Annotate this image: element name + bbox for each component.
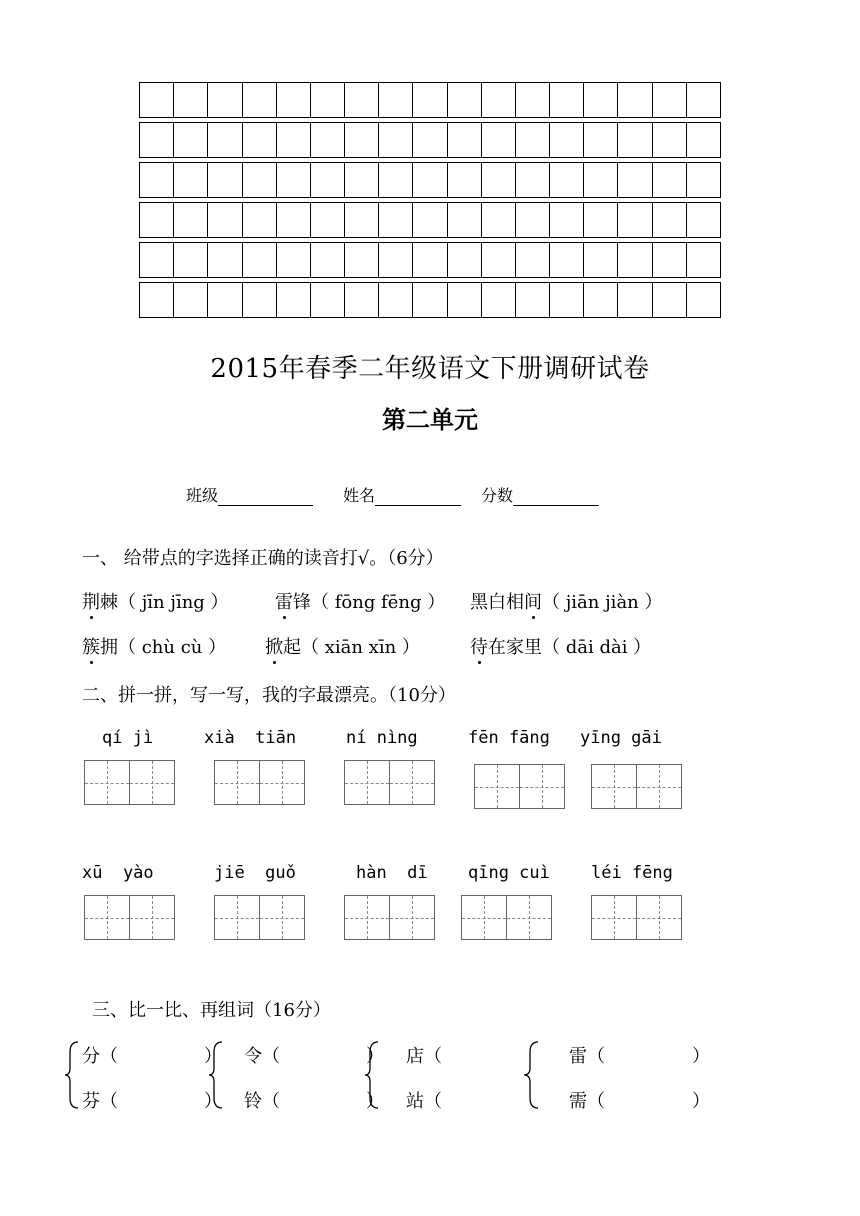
grid-cell[interactable] <box>174 243 208 277</box>
tianzige-box[interactable] <box>591 895 682 940</box>
tianzige-box[interactable] <box>214 895 305 940</box>
score-field <box>481 483 599 506</box>
left-brace-icon <box>518 1040 540 1110</box>
grid-row <box>139 162 721 198</box>
grid-cell[interactable] <box>448 283 482 317</box>
left-brace-icon <box>208 1040 224 1110</box>
grid-cell[interactable] <box>413 123 447 157</box>
compare-char: 令（ <box>244 1046 280 1067</box>
grid-cell[interactable] <box>687 83 720 117</box>
grid-cell[interactable] <box>618 283 652 317</box>
grid-cell[interactable] <box>277 243 311 277</box>
grid-cell[interactable] <box>345 83 379 117</box>
grid-cell[interactable] <box>311 83 345 117</box>
close-paren: ） <box>366 1091 384 1112</box>
section1-item: 荆棘（ jīn jīng ） <box>82 588 229 614</box>
grid-row <box>139 242 721 278</box>
pinyin-label: qí jì <box>102 728 154 748</box>
tianzige-box[interactable] <box>344 895 435 940</box>
grid-cell[interactable] <box>550 163 584 197</box>
pinyin-label: ní nìng <box>346 728 418 748</box>
grid-cell[interactable] <box>618 163 652 197</box>
grid-cell[interactable] <box>448 243 482 277</box>
pinyin-label: xū yào <box>82 863 154 883</box>
tianzige-box[interactable] <box>84 760 175 805</box>
grid-cell[interactable] <box>277 203 311 237</box>
grid-cell[interactable] <box>379 123 413 157</box>
dotted-char: 待 <box>470 633 488 659</box>
grid-cell[interactable] <box>379 83 413 117</box>
grid-cell[interactable] <box>140 163 174 197</box>
dotted-char: 间 <box>524 588 542 614</box>
grid-cell[interactable] <box>311 203 345 237</box>
grid-cell[interactable] <box>687 283 720 317</box>
grid-cell[interactable] <box>174 123 208 157</box>
grid-cell[interactable] <box>413 283 447 317</box>
grid-cell[interactable] <box>208 243 242 277</box>
grid-cell[interactable] <box>208 203 242 237</box>
grid-cell[interactable] <box>687 203 720 237</box>
grid-cell[interactable] <box>345 123 379 157</box>
grid-cell[interactable] <box>584 243 618 277</box>
left-brace-icon <box>364 1040 380 1110</box>
tianzige-box[interactable] <box>84 895 175 940</box>
grid-cell[interactable] <box>345 243 379 277</box>
name-field <box>343 483 461 506</box>
grid-cell[interactable] <box>653 163 687 197</box>
pinyin-label: yīng gāi <box>580 728 662 748</box>
compare-char: 铃（ <box>244 1091 280 1112</box>
grid-cell[interactable] <box>653 83 687 117</box>
grid-row <box>139 122 721 158</box>
grid-cell[interactable] <box>448 123 482 157</box>
grid-cell[interactable] <box>653 243 687 277</box>
grid-cell[interactable] <box>618 123 652 157</box>
grid-cell[interactable] <box>413 163 447 197</box>
section1-item: 掀起（ xiān xīn ） <box>265 633 420 659</box>
pinyin-label: hàn dī <box>356 863 428 883</box>
grid-cell[interactable] <box>277 163 311 197</box>
grid-cell[interactable] <box>174 203 208 237</box>
grid-cell[interactable] <box>413 203 447 237</box>
grid-cell[interactable] <box>516 243 550 277</box>
section2-heading: 二、拼一拼，写一写，我的字最漂亮。（10分） <box>82 685 456 706</box>
grid-cell[interactable] <box>174 83 208 117</box>
grid-cell[interactable] <box>140 83 174 117</box>
grid-cell[interactable] <box>448 163 482 197</box>
grid-cell[interactable] <box>277 83 311 117</box>
grid-cell[interactable] <box>516 163 550 197</box>
grid-cell[interactable] <box>653 123 687 157</box>
compare-char: 站（ <box>406 1091 442 1112</box>
compare-char: 分（ <box>82 1046 118 1067</box>
grid-cell[interactable] <box>653 203 687 237</box>
grid-cell[interactable] <box>140 283 174 317</box>
grid-cell[interactable] <box>379 203 413 237</box>
name-blank[interactable] <box>375 487 461 506</box>
grid-cell[interactable] <box>584 123 618 157</box>
grid-cell[interactable] <box>550 123 584 157</box>
grid-cell[interactable] <box>379 163 413 197</box>
grid-cell[interactable] <box>584 283 618 317</box>
close-paren: ） <box>692 1046 710 1067</box>
grid-cell[interactable] <box>208 283 242 317</box>
tianzige-box[interactable] <box>461 895 552 940</box>
pinyin-label: léi fēng <box>591 863 673 883</box>
pinyin-label: jiē guǒ <box>214 863 296 883</box>
close-paren: ） <box>204 1091 222 1112</box>
section1-item: 待在家里（ dāi dài ） <box>470 633 651 659</box>
grid-cell[interactable] <box>448 203 482 237</box>
grid-cell[interactable] <box>345 203 379 237</box>
grid-cell[interactable] <box>482 83 516 117</box>
grid-cell[interactable] <box>618 203 652 237</box>
grid-cell[interactable] <box>516 123 550 157</box>
grid-cell[interactable] <box>550 203 584 237</box>
unit-subtitle: 第二单元 <box>382 406 478 434</box>
grid-cell[interactable] <box>516 83 550 117</box>
grid-cell[interactable] <box>243 163 277 197</box>
grid-cell[interactable] <box>311 123 345 157</box>
grid-cell[interactable] <box>482 283 516 317</box>
compare-char: 芬（ <box>82 1091 118 1112</box>
pinyin-label: qīng cuì <box>468 863 550 883</box>
section1-heading: 一、 给带点的字选择正确的读音打√。（6分） <box>82 548 444 569</box>
score-label: 分数 <box>481 486 514 505</box>
grid-cell[interactable] <box>243 203 277 237</box>
grid-cell[interactable] <box>550 283 584 317</box>
class-field <box>186 483 313 506</box>
dotted-char: 掀 <box>265 633 283 659</box>
grid-cell[interactable] <box>687 243 720 277</box>
grid-cell[interactable] <box>208 163 242 197</box>
close-paren: ） <box>366 1046 384 1067</box>
grid-cell[interactable] <box>277 123 311 157</box>
section3-heading: 三、比一比、再组词（16分） <box>92 1000 331 1021</box>
grid-row <box>139 282 721 318</box>
compare-char: 雷（ <box>569 1046 605 1067</box>
close-paren: ） <box>692 1091 710 1112</box>
dotted-char: 荆 <box>82 588 100 614</box>
grid-cell[interactable] <box>516 283 550 317</box>
grid-cell[interactable] <box>243 243 277 277</box>
grid-cell[interactable] <box>174 283 208 317</box>
grid-cell[interactable] <box>482 243 516 277</box>
grid-cell[interactable] <box>208 123 242 157</box>
grid-cell[interactable] <box>687 123 720 157</box>
page-title: 2015年春季二年级语文下册调研试卷 <box>210 354 650 384</box>
grid-cell[interactable] <box>482 203 516 237</box>
grid-cell[interactable] <box>311 283 345 317</box>
grid-cell[interactable] <box>174 163 208 197</box>
pinyin-label: fēn fāng <box>468 728 550 748</box>
grid-cell[interactable] <box>482 123 516 157</box>
compare-char: 店（ <box>406 1046 442 1067</box>
grid-cell[interactable] <box>550 83 584 117</box>
grid-cell[interactable] <box>345 163 379 197</box>
grid-cell[interactable] <box>687 163 720 197</box>
grid-row <box>139 202 721 238</box>
grid-cell[interactable] <box>243 123 277 157</box>
grid-cell[interactable] <box>448 83 482 117</box>
class-label: 班级 <box>186 486 219 505</box>
grid-cell[interactable] <box>140 123 174 157</box>
grid-cell[interactable] <box>618 83 652 117</box>
grid-cell[interactable] <box>653 283 687 317</box>
grid-cell[interactable] <box>584 203 618 237</box>
tianzige-box[interactable] <box>344 760 435 805</box>
tianzige-box[interactable] <box>591 764 682 809</box>
section1-item: 黑白相间（ jiān jiàn ） <box>470 588 663 614</box>
grid-cell[interactable] <box>584 163 618 197</box>
grid-cell[interactable] <box>243 83 277 117</box>
grid-cell[interactable] <box>618 243 652 277</box>
grid-cell[interactable] <box>584 83 618 117</box>
grid-cell[interactable] <box>413 83 447 117</box>
close-paren: ） <box>204 1046 222 1067</box>
grid-cell[interactable] <box>140 243 174 277</box>
grid-cell[interactable] <box>516 203 550 237</box>
grid-cell[interactable] <box>345 283 379 317</box>
grid-cell[interactable] <box>379 283 413 317</box>
section1-item: 雷锋（ fōng fēng ） <box>275 588 445 614</box>
pinyin-label: xià tiān <box>204 728 297 748</box>
tianzige-box[interactable] <box>214 760 305 805</box>
grid-cell[interactable] <box>379 243 413 277</box>
grid-cell[interactable] <box>482 163 516 197</box>
grid-cell[interactable] <box>140 203 174 237</box>
score-blank[interactable] <box>513 487 599 506</box>
grid-row <box>139 82 721 118</box>
grid-cell[interactable] <box>243 283 277 317</box>
grid-cell[interactable] <box>208 83 242 117</box>
grid-cell[interactable] <box>311 243 345 277</box>
class-blank[interactable] <box>218 487 313 506</box>
grid-cell[interactable] <box>311 163 345 197</box>
grid-cell[interactable] <box>550 243 584 277</box>
left-brace-icon <box>64 1040 80 1110</box>
name-label: 姓名 <box>343 486 376 505</box>
compare-char: 需（ <box>569 1091 605 1112</box>
dotted-char: 雷 <box>275 588 293 614</box>
dotted-char: 簇 <box>82 633 100 659</box>
grid-cell[interactable] <box>413 243 447 277</box>
tianzige-box[interactable] <box>474 764 565 809</box>
grid-cell[interactable] <box>277 283 311 317</box>
section1-item: 簇拥（ chù cù ） <box>82 633 226 659</box>
